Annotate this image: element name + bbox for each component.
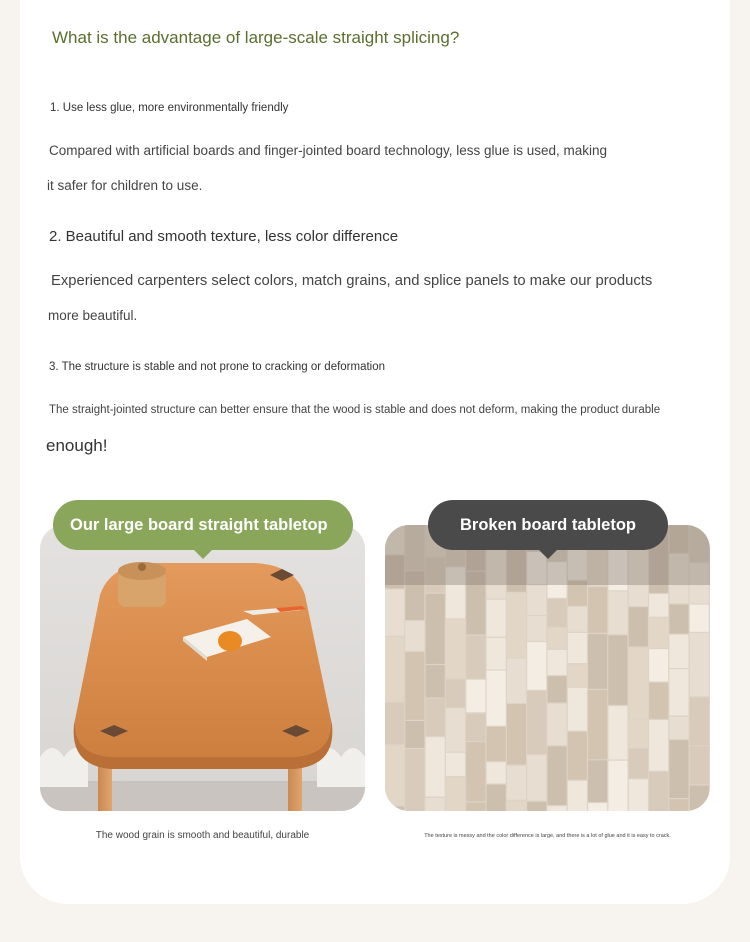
wood-strip — [608, 591, 627, 634]
wood-strip — [487, 600, 506, 637]
wood-strip — [446, 680, 465, 708]
wood-strip — [405, 621, 424, 651]
wood-strip — [426, 665, 445, 697]
wood-strip — [568, 781, 587, 811]
wood-strip — [487, 762, 506, 783]
wood-strip — [446, 777, 465, 811]
broken-board-photo — [385, 525, 710, 811]
wood-strip — [507, 704, 526, 765]
wood-strip — [629, 779, 648, 811]
wood-strip — [649, 618, 668, 648]
wood-strip — [568, 607, 587, 632]
wood-strip — [487, 671, 506, 726]
beech-table-illustration — [40, 525, 365, 811]
wood-strip — [466, 714, 485, 741]
wood-strip — [507, 659, 526, 703]
large-board-label: Our large board straight tabletop — [70, 515, 328, 534]
page-heading: What is the advantage of large-scale straight splicing? — [52, 28, 460, 47]
wood-strip — [568, 688, 587, 731]
wood-strip — [548, 806, 567, 811]
wood-strip — [629, 749, 648, 778]
wood-strip — [568, 633, 587, 663]
section-1-body-line-2: it safer for children to use. — [47, 178, 203, 193]
wood-strip — [669, 605, 688, 634]
wood-strip — [588, 634, 607, 689]
wood-strip — [487, 727, 506, 761]
section-1-title: 1. Use less glue, more environmentally friendly — [50, 102, 289, 114]
large-board-table-photo — [40, 525, 365, 811]
wood-strip — [629, 607, 648, 646]
section-3-body-line-2: enough! — [46, 436, 108, 455]
section-2-title: 2. Beautiful and smooth texture, less color difference — [49, 228, 399, 245]
wood-strip — [588, 760, 607, 802]
wood-strip — [507, 801, 526, 811]
wood-strip — [426, 594, 445, 664]
wood-strip — [446, 753, 465, 776]
large-board-label-pill — [53, 500, 353, 550]
wood-strip — [690, 698, 709, 746]
wood-strip — [649, 772, 668, 811]
wood-strip — [608, 635, 627, 704]
wood-strip — [466, 742, 485, 801]
wood-strip — [527, 691, 546, 754]
large-board-caption: The wood grain is smooth and beautiful, durable — [95, 830, 310, 841]
broken-board-label: Broken board tabletop — [459, 515, 636, 534]
wood-strip — [466, 636, 485, 679]
wood-strip — [426, 699, 445, 736]
wood-strip — [507, 593, 526, 657]
wood-strip — [608, 706, 627, 759]
wood-strip — [548, 628, 567, 649]
wood-strip — [385, 745, 404, 805]
wood-strip — [405, 721, 424, 748]
wood-strip — [446, 708, 465, 751]
section-3-body-line-1: The straight-jointed structure can better ensure that the wood is stable and does not deform, making the product durable — [49, 404, 661, 416]
wood-strip — [487, 785, 506, 811]
pill-pointer — [538, 549, 558, 559]
broken-board-label-pill — [428, 500, 668, 550]
wood-strip — [385, 703, 404, 744]
wood-strip — [608, 761, 627, 811]
wood-strip — [548, 676, 567, 702]
section-2-body-line-1: Experienced carpenters select colors, match grains, and splice panels to make our products — [51, 273, 653, 289]
wood-strip — [405, 652, 424, 720]
wood-strip — [669, 669, 688, 715]
section-3-title: 3. The structure is stable and not prone to cracking or deformation — [49, 361, 386, 373]
section-1-body-line-1: Compared with artificial boards and finger-jointed board technology, less glue is used, making — [49, 143, 608, 158]
wood-strip — [690, 746, 709, 784]
wood-strip — [426, 798, 445, 811]
wood-strip — [588, 690, 607, 759]
wood-strip — [669, 635, 688, 668]
wood-strip — [649, 649, 668, 681]
wood-strip — [527, 616, 546, 641]
wood-strip — [629, 719, 648, 748]
wood-strip — [568, 732, 587, 780]
wood-strip — [548, 704, 567, 746]
pill-pointer — [193, 549, 213, 559]
wood-strip — [385, 637, 404, 702]
wood-strip — [548, 746, 567, 805]
wood-strip — [548, 599, 567, 627]
wood-strip — [466, 680, 485, 713]
wood-strip — [426, 737, 445, 796]
wood-strip — [669, 717, 688, 739]
wood-strip — [446, 620, 465, 679]
wood-strip — [649, 720, 668, 771]
wood-strip — [527, 755, 546, 801]
wood-strip — [690, 605, 709, 632]
wood-strip — [649, 594, 668, 617]
wood-strip — [568, 664, 587, 686]
wood-strip — [527, 586, 546, 615]
wood-strip — [669, 799, 688, 811]
wood-strip — [507, 766, 526, 800]
wood-strip — [649, 683, 668, 719]
finger-jointed-boards-illustration — [385, 525, 710, 811]
wood-strip — [669, 740, 688, 798]
wood-strip — [690, 633, 709, 696]
wood-strip — [527, 802, 546, 811]
wood-strip — [588, 803, 607, 811]
broken-board-caption: The texture is messy and the color difference is large, and there is a lot of glue and it is easy to crack. — [424, 833, 671, 839]
wood-strip — [629, 648, 648, 718]
wood-strip — [466, 803, 485, 812]
wood-strip — [548, 650, 567, 675]
wood-strip — [487, 638, 506, 670]
wood-strip — [405, 749, 424, 811]
wood-strip — [385, 590, 404, 636]
section-2-body-line-2: more beautiful. — [48, 308, 138, 323]
wood-strip — [527, 642, 546, 690]
wood-strip — [588, 587, 607, 633]
